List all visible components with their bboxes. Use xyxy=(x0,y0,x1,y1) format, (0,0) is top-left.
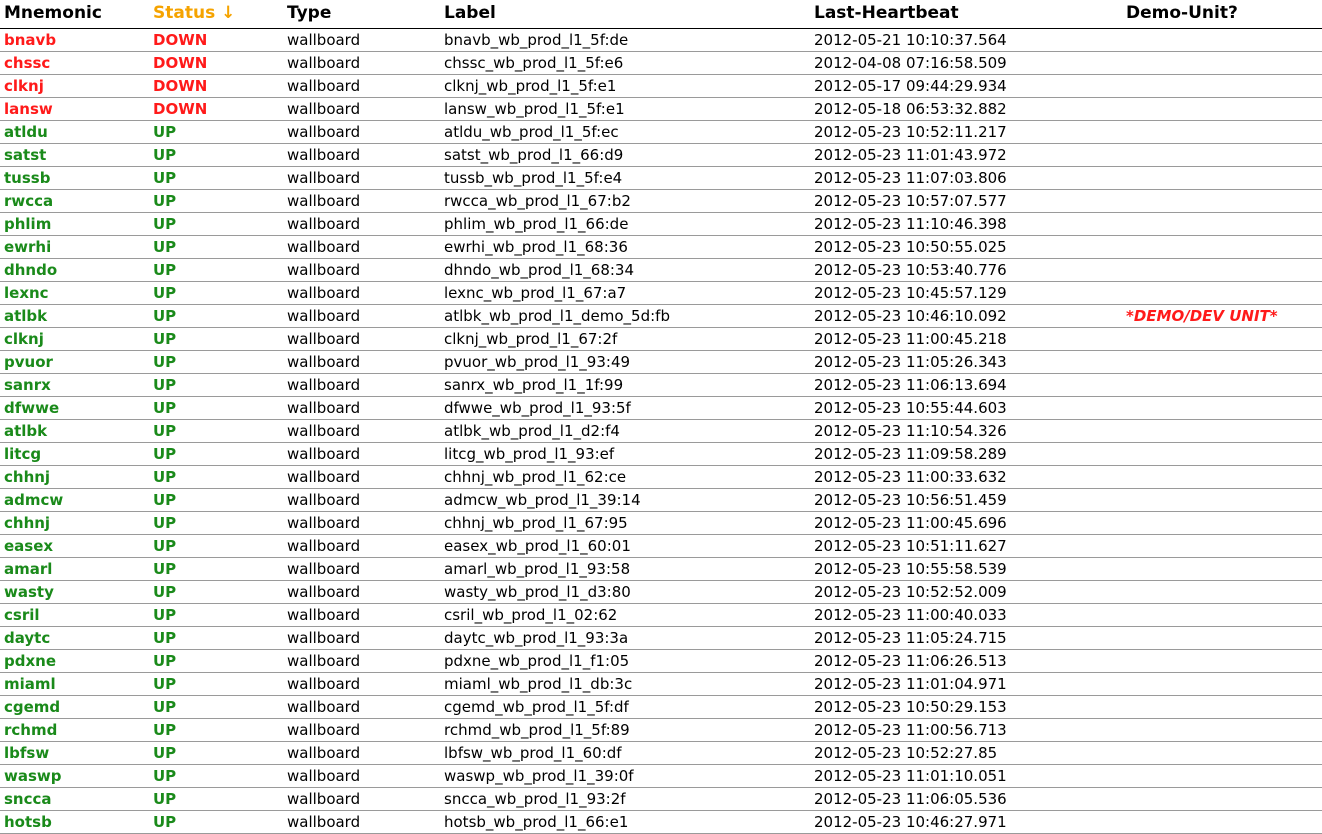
cell-label: chhnj_wb_prod_l1_62:ce xyxy=(440,466,810,489)
cell-type: wallboard xyxy=(283,52,440,75)
cell-mnemonic: chhnj xyxy=(0,466,149,489)
cell-demo-unit xyxy=(1122,144,1322,167)
cell-last-heartbeat: 2012-05-23 10:46:27.971 xyxy=(810,811,1122,834)
cell-label: pdxne_wb_prod_l1_f1:05 xyxy=(440,650,810,673)
cell-demo-unit xyxy=(1122,719,1322,742)
cell-status: UP xyxy=(149,167,283,190)
cell-type: wallboard xyxy=(283,512,440,535)
cell-mnemonic: csril xyxy=(0,604,149,627)
column-header-type[interactable]: Type xyxy=(283,0,440,29)
cell-demo-unit xyxy=(1122,443,1322,466)
table-body xyxy=(0,29,1322,834)
cell-demo-unit xyxy=(1122,420,1322,443)
cell-status: UP xyxy=(149,512,283,535)
column-header-demo-unit[interactable]: Demo-Unit? xyxy=(1122,0,1322,29)
cell-type: wallboard xyxy=(283,742,440,765)
cell-mnemonic: sanrx xyxy=(0,374,149,397)
table-row xyxy=(0,581,1322,604)
cell-type: wallboard xyxy=(283,466,440,489)
table-row xyxy=(0,397,1322,420)
cell-label: amarl_wb_prod_l1_93:58 xyxy=(440,558,810,581)
cell-mnemonic: atlbk xyxy=(0,305,149,328)
cell-label: chhnj_wb_prod_l1_67:95 xyxy=(440,512,810,535)
cell-type: wallboard xyxy=(283,535,440,558)
cell-last-heartbeat: 2012-05-23 11:09:58.289 xyxy=(810,443,1122,466)
cell-mnemonic: pdxne xyxy=(0,650,149,673)
cell-last-heartbeat: 2012-05-23 11:06:26.513 xyxy=(810,650,1122,673)
cell-label: lansw_wb_prod_l1_5f:e1 xyxy=(440,98,810,121)
table-header xyxy=(0,0,1322,29)
cell-last-heartbeat: 2012-05-23 10:53:40.776 xyxy=(810,259,1122,282)
cell-last-heartbeat: 2012-05-23 11:05:26.343 xyxy=(810,351,1122,374)
cell-demo-unit xyxy=(1122,512,1322,535)
cell-demo-unit xyxy=(1122,535,1322,558)
table-row xyxy=(0,75,1322,98)
cell-mnemonic: atlbk xyxy=(0,420,149,443)
cell-label: ewrhi_wb_prod_l1_68:36 xyxy=(440,236,810,259)
cell-mnemonic: chhnj xyxy=(0,512,149,535)
cell-demo-unit xyxy=(1122,581,1322,604)
cell-type: wallboard xyxy=(283,443,440,466)
cell-status: UP xyxy=(149,650,283,673)
cell-status: UP xyxy=(149,213,283,236)
table-row xyxy=(0,512,1322,535)
cell-last-heartbeat: 2012-05-23 10:50:29.153 xyxy=(810,696,1122,719)
cell-last-heartbeat: 2012-05-23 10:55:44.603 xyxy=(810,397,1122,420)
cell-status: UP xyxy=(149,604,283,627)
cell-last-heartbeat: 2012-05-23 10:46:10.092 xyxy=(810,305,1122,328)
header-row xyxy=(0,0,1322,29)
table-row xyxy=(0,98,1322,121)
cell-type: wallboard xyxy=(283,420,440,443)
cell-label: cgemd_wb_prod_l1_5f:df xyxy=(440,696,810,719)
cell-type: wallboard xyxy=(283,75,440,98)
cell-last-heartbeat: 2012-05-23 11:00:45.696 xyxy=(810,512,1122,535)
cell-type: wallboard xyxy=(283,213,440,236)
cell-status: DOWN xyxy=(149,75,283,98)
cell-type: wallboard xyxy=(283,788,440,811)
table-row xyxy=(0,489,1322,512)
table-row xyxy=(0,305,1322,328)
table-row xyxy=(0,29,1322,52)
cell-mnemonic: clknj xyxy=(0,75,149,98)
table-row xyxy=(0,328,1322,351)
cell-label: hotsb_wb_prod_l1_66:e1 xyxy=(440,811,810,834)
cell-last-heartbeat: 2012-05-23 10:52:27.85 xyxy=(810,742,1122,765)
cell-demo-unit xyxy=(1122,696,1322,719)
table-row xyxy=(0,282,1322,305)
cell-status: UP xyxy=(149,420,283,443)
cell-last-heartbeat: 2012-05-23 11:10:54.326 xyxy=(810,420,1122,443)
cell-demo-unit xyxy=(1122,167,1322,190)
cell-label: tussb_wb_prod_l1_5f:e4 xyxy=(440,167,810,190)
cell-type: wallboard xyxy=(283,305,440,328)
cell-last-heartbeat: 2012-05-23 10:52:11.217 xyxy=(810,121,1122,144)
cell-label: miaml_wb_prod_l1_db:3c xyxy=(440,673,810,696)
cell-mnemonic: sncca xyxy=(0,788,149,811)
cell-last-heartbeat: 2012-05-23 11:00:56.713 xyxy=(810,719,1122,742)
cell-last-heartbeat: 2012-05-17 09:44:29.934 xyxy=(810,75,1122,98)
cell-label: sanrx_wb_prod_l1_1f:99 xyxy=(440,374,810,397)
cell-last-heartbeat: 2012-05-23 10:55:58.539 xyxy=(810,558,1122,581)
cell-label: litcg_wb_prod_l1_93:ef xyxy=(440,443,810,466)
cell-mnemonic: pvuor xyxy=(0,351,149,374)
cell-type: wallboard xyxy=(283,811,440,834)
cell-mnemonic: rchmd xyxy=(0,719,149,742)
cell-last-heartbeat: 2012-05-23 11:01:43.972 xyxy=(810,144,1122,167)
cell-demo-unit xyxy=(1122,121,1322,144)
cell-last-heartbeat: 2012-04-08 07:16:58.509 xyxy=(810,52,1122,75)
cell-demo-unit xyxy=(1122,374,1322,397)
cell-demo-unit xyxy=(1122,673,1322,696)
cell-demo-unit xyxy=(1122,604,1322,627)
cell-status: UP xyxy=(149,696,283,719)
cell-type: wallboard xyxy=(283,696,440,719)
cell-status: UP xyxy=(149,466,283,489)
cell-mnemonic: ewrhi xyxy=(0,236,149,259)
cell-status: UP xyxy=(149,328,283,351)
cell-label: wasty_wb_prod_l1_d3:80 xyxy=(440,581,810,604)
cell-last-heartbeat: 2012-05-23 11:00:45.218 xyxy=(810,328,1122,351)
cell-status: UP xyxy=(149,351,283,374)
table-row xyxy=(0,420,1322,443)
table-row xyxy=(0,466,1322,489)
cell-label: phlim_wb_prod_l1_66:de xyxy=(440,213,810,236)
cell-label: clknj_wb_prod_l1_5f:e1 xyxy=(440,75,810,98)
cell-mnemonic: miaml xyxy=(0,673,149,696)
cell-type: wallboard xyxy=(283,236,440,259)
cell-label: daytc_wb_prod_l1_93:3a xyxy=(440,627,810,650)
cell-label: atldu_wb_prod_l1_5f:ec xyxy=(440,121,810,144)
cell-demo-unit xyxy=(1122,98,1322,121)
cell-mnemonic: clknj xyxy=(0,328,149,351)
table-row xyxy=(0,627,1322,650)
cell-last-heartbeat: 2012-05-23 10:52:52.009 xyxy=(810,581,1122,604)
cell-label: waswp_wb_prod_l1_39:0f xyxy=(440,765,810,788)
cell-type: wallboard xyxy=(283,581,440,604)
cell-last-heartbeat: 2012-05-23 10:57:07.577 xyxy=(810,190,1122,213)
table-row xyxy=(0,374,1322,397)
cell-type: wallboard xyxy=(283,328,440,351)
cell-demo-unit xyxy=(1122,765,1322,788)
table-row xyxy=(0,719,1322,742)
cell-status: UP xyxy=(149,259,283,282)
cell-status: UP xyxy=(149,811,283,834)
cell-status: DOWN xyxy=(149,52,283,75)
cell-demo-unit xyxy=(1122,351,1322,374)
cell-status: DOWN xyxy=(149,29,283,52)
cell-mnemonic: phlim xyxy=(0,213,149,236)
cell-label: csril_wb_prod_l1_02:62 xyxy=(440,604,810,627)
cell-type: wallboard xyxy=(283,121,440,144)
cell-mnemonic: cgemd xyxy=(0,696,149,719)
cell-demo-unit xyxy=(1122,742,1322,765)
cell-label: easex_wb_prod_l1_60:01 xyxy=(440,535,810,558)
cell-type: wallboard xyxy=(283,167,440,190)
table-row xyxy=(0,604,1322,627)
cell-type: wallboard xyxy=(283,558,440,581)
cell-demo-unit xyxy=(1122,29,1322,52)
cell-last-heartbeat: 2012-05-23 11:06:13.694 xyxy=(810,374,1122,397)
cell-type: wallboard xyxy=(283,29,440,52)
cell-mnemonic: waswp xyxy=(0,765,149,788)
cell-mnemonic: bnavb xyxy=(0,29,149,52)
cell-label: lexnc_wb_prod_l1_67:a7 xyxy=(440,282,810,305)
cell-last-heartbeat: 2012-05-23 11:00:40.033 xyxy=(810,604,1122,627)
cell-last-heartbeat: 2012-05-23 11:01:10.051 xyxy=(810,765,1122,788)
cell-mnemonic: easex xyxy=(0,535,149,558)
cell-demo-unit xyxy=(1122,811,1322,834)
table-row xyxy=(0,535,1322,558)
cell-status: UP xyxy=(149,742,283,765)
cell-mnemonic: hotsb xyxy=(0,811,149,834)
table-row xyxy=(0,167,1322,190)
column-header-last-heartbeat[interactable]: Last-Heartbeat xyxy=(810,0,1122,29)
cell-status: UP xyxy=(149,236,283,259)
cell-last-heartbeat: 2012-05-18 06:53:32.882 xyxy=(810,98,1122,121)
cell-label: sncca_wb_prod_l1_93:2f xyxy=(440,788,810,811)
cell-demo-unit xyxy=(1122,213,1322,236)
table-row xyxy=(0,650,1322,673)
cell-type: wallboard xyxy=(283,489,440,512)
cell-label: chssc_wb_prod_l1_5f:e6 xyxy=(440,52,810,75)
cell-demo-unit xyxy=(1122,788,1322,811)
cell-demo-unit xyxy=(1122,282,1322,305)
cell-status: UP xyxy=(149,374,283,397)
cell-mnemonic: dfwwe xyxy=(0,397,149,420)
cell-type: wallboard xyxy=(283,259,440,282)
cell-mnemonic: daytc xyxy=(0,627,149,650)
cell-label: pvuor_wb_prod_l1_93:49 xyxy=(440,351,810,374)
cell-label: satst_wb_prod_l1_66:d9 xyxy=(440,144,810,167)
cell-label: rchmd_wb_prod_l1_5f:89 xyxy=(440,719,810,742)
cell-status: UP xyxy=(149,535,283,558)
cell-label: dhndo_wb_prod_l1_68:34 xyxy=(440,259,810,282)
cell-demo-unit xyxy=(1122,627,1322,650)
cell-status: UP xyxy=(149,443,283,466)
cell-demo-unit xyxy=(1122,558,1322,581)
column-header-mnemonic[interactable]: Mnemonic xyxy=(0,0,149,29)
cell-mnemonic: tussb xyxy=(0,167,149,190)
cell-status: UP xyxy=(149,673,283,696)
cell-label: atlbk_wb_prod_l1_demo_5d:fb xyxy=(440,305,810,328)
cell-mnemonic: satst xyxy=(0,144,149,167)
cell-mnemonic: wasty xyxy=(0,581,149,604)
table-row xyxy=(0,765,1322,788)
cell-type: wallboard xyxy=(283,650,440,673)
cell-type: wallboard xyxy=(283,765,440,788)
cell-label: bnavb_wb_prod_l1_5f:de xyxy=(440,29,810,52)
cell-status: UP xyxy=(149,558,283,581)
cell-demo-unit xyxy=(1122,236,1322,259)
cell-last-heartbeat: 2012-05-23 10:51:11.627 xyxy=(810,535,1122,558)
table-row xyxy=(0,121,1322,144)
cell-type: wallboard xyxy=(283,374,440,397)
cell-last-heartbeat: 2012-05-23 11:05:24.715 xyxy=(810,627,1122,650)
cell-last-heartbeat: 2012-05-23 10:50:55.025 xyxy=(810,236,1122,259)
table-row xyxy=(0,190,1322,213)
table-row xyxy=(0,788,1322,811)
table-row xyxy=(0,811,1322,834)
cell-status: UP xyxy=(149,144,283,167)
cell-mnemonic: chssc xyxy=(0,52,149,75)
cell-demo-unit xyxy=(1122,190,1322,213)
cell-type: wallboard xyxy=(283,190,440,213)
cell-status: UP xyxy=(149,627,283,650)
cell-mnemonic: lansw xyxy=(0,98,149,121)
cell-status: UP xyxy=(149,397,283,420)
cell-last-heartbeat: 2012-05-23 11:01:04.971 xyxy=(810,673,1122,696)
cell-status: UP xyxy=(149,581,283,604)
cell-type: wallboard xyxy=(283,673,440,696)
cell-type: wallboard xyxy=(283,351,440,374)
table-row xyxy=(0,742,1322,765)
cell-status: UP xyxy=(149,489,283,512)
cell-last-heartbeat: 2012-05-23 11:00:33.632 xyxy=(810,466,1122,489)
cell-type: wallboard xyxy=(283,604,440,627)
table-row xyxy=(0,259,1322,282)
table-row xyxy=(0,52,1322,75)
cell-demo-unit xyxy=(1122,466,1322,489)
cell-label: atlbk_wb_prod_l1_d2:f4 xyxy=(440,420,810,443)
cell-status: DOWN xyxy=(149,98,283,121)
cell-label: admcw_wb_prod_l1_39:14 xyxy=(440,489,810,512)
cell-mnemonic: atldu xyxy=(0,121,149,144)
cell-demo-unit xyxy=(1122,259,1322,282)
cell-label: clknj_wb_prod_l1_67:2f xyxy=(440,328,810,351)
cell-last-heartbeat: 2012-05-23 11:07:03.806 xyxy=(810,167,1122,190)
cell-last-heartbeat: 2012-05-21 10:10:37.564 xyxy=(810,29,1122,52)
table-row xyxy=(0,144,1322,167)
cell-last-heartbeat: 2012-05-23 11:10:46.398 xyxy=(810,213,1122,236)
cell-demo-unit xyxy=(1122,328,1322,351)
cell-mnemonic: lbfsw xyxy=(0,742,149,765)
cell-demo-unit xyxy=(1122,75,1322,98)
cell-label: rwcca_wb_prod_l1_67:b2 xyxy=(440,190,810,213)
cell-type: wallboard xyxy=(283,719,440,742)
column-header-status-sorted[interactable]: Status ↓ xyxy=(149,0,283,29)
cell-demo-unit: *DEMO/DEV UNIT* xyxy=(1122,305,1322,328)
table-row xyxy=(0,558,1322,581)
cell-last-heartbeat: 2012-05-23 10:45:57.129 xyxy=(810,282,1122,305)
table-row xyxy=(0,673,1322,696)
cell-demo-unit xyxy=(1122,489,1322,512)
cell-label: lbfsw_wb_prod_l1_60:df xyxy=(440,742,810,765)
cell-mnemonic: litcg xyxy=(0,443,149,466)
cell-status: UP xyxy=(149,121,283,144)
table-row xyxy=(0,236,1322,259)
cell-type: wallboard xyxy=(283,397,440,420)
table-row xyxy=(0,213,1322,236)
cell-demo-unit xyxy=(1122,397,1322,420)
cell-last-heartbeat: 2012-05-23 10:56:51.459 xyxy=(810,489,1122,512)
cell-mnemonic: dhndo xyxy=(0,259,149,282)
cell-status: UP xyxy=(149,788,283,811)
cell-last-heartbeat: 2012-05-23 11:06:05.536 xyxy=(810,788,1122,811)
cell-mnemonic: admcw xyxy=(0,489,149,512)
cell-type: wallboard xyxy=(283,98,440,121)
column-header-label[interactable]: Label xyxy=(440,0,810,29)
cell-mnemonic: rwcca xyxy=(0,190,149,213)
table-row xyxy=(0,443,1322,466)
cell-label: dfwwe_wb_prod_l1_93:5f xyxy=(440,397,810,420)
cell-demo-unit xyxy=(1122,52,1322,75)
cell-type: wallboard xyxy=(283,144,440,167)
table-row xyxy=(0,696,1322,719)
cell-type: wallboard xyxy=(283,627,440,650)
cell-status: UP xyxy=(149,765,283,788)
cell-type: wallboard xyxy=(283,282,440,305)
cell-status: UP xyxy=(149,305,283,328)
cell-demo-unit xyxy=(1122,650,1322,673)
cell-status: UP xyxy=(149,282,283,305)
cell-status: UP xyxy=(149,190,283,213)
cell-mnemonic: lexnc xyxy=(0,282,149,305)
cell-mnemonic: amarl xyxy=(0,558,149,581)
table-row xyxy=(0,351,1322,374)
cell-status: UP xyxy=(149,719,283,742)
